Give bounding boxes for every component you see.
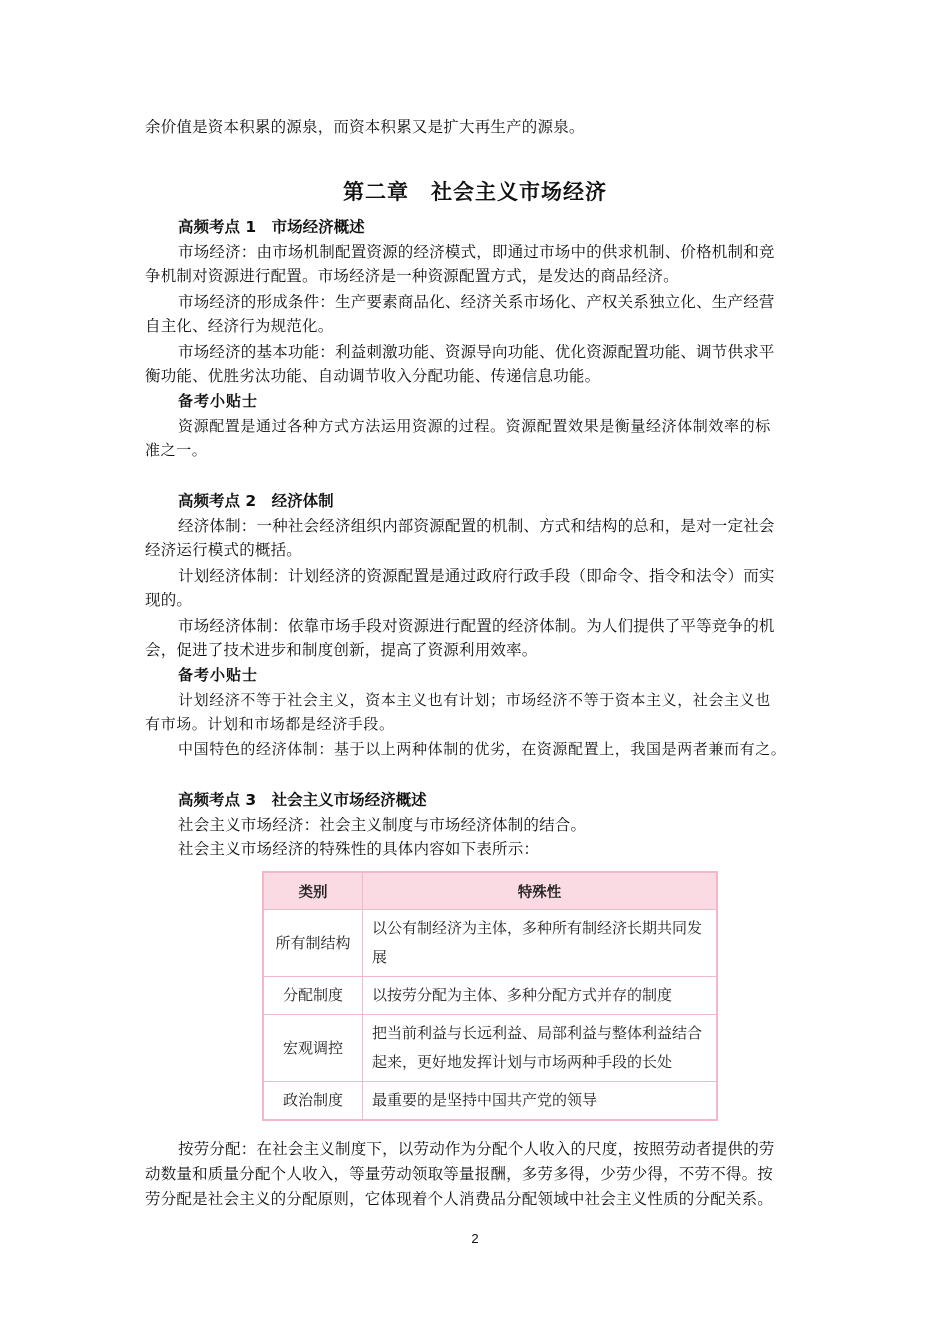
table-row — [263, 910, 717, 977]
table-cell-category: 政治制度 — [263, 1082, 363, 1121]
page-number: 2 — [471, 1231, 479, 1246]
table-cell-category: 宏观调控 — [263, 1015, 363, 1082]
paragraph-line: 经济运行模式的概括。 — [145, 541, 303, 559]
tip-line: 有市场。计划和市场都是经济手段。 — [145, 715, 395, 733]
table-row — [263, 1082, 717, 1121]
table-header-row — [263, 872, 717, 910]
table-row — [263, 977, 717, 1015]
column-header-specialty: 特殊性 — [363, 872, 718, 910]
tip-line: 计划经济不等于社会主义，资本主义也有计划；市场经济不等于资本主义，社会主义也 — [178, 691, 771, 709]
section-heading: 高频考点 3 社会主义市场经济概述 — [178, 791, 427, 809]
paragraph-line: 争机制对资源进行配置。市场经济是一种资源配置方式，是发达的商品经济。 — [145, 267, 679, 285]
tip-line: 中国特色的经济体制：基于以上两种体制的优劣，在资源配置上，我国是两者兼而有之。 — [178, 740, 787, 758]
paragraph-line: 市场经济体制：依靠市场手段对资源进行配置的经济体制。为人们提供了平等竞争的机 — [178, 617, 775, 635]
paragraph-line: 市场经济的形成条件：生产要素商品化、经济关系市场化、产权关系独立化、生产经营 — [178, 293, 775, 311]
paragraph-line: 市场经济的基本功能：利益刺激功能、资源导向功能、优化资源配置功能、调节供求平 — [178, 343, 775, 361]
paragraph-line: 动数量和质量分配个人收入，等量劳动领取等量报酬，多劳多得，少劳少得，不劳不得。按 — [145, 1165, 774, 1183]
table-row — [263, 1015, 717, 1082]
paragraph-line: 市场经济：由市场机制配置资源的经济模式，即通过市场中的供求机制、价格机制和竞 — [178, 243, 775, 261]
paragraph-line: 现的。 — [145, 591, 193, 609]
table-cell-category: 分配制度 — [263, 977, 363, 1015]
table-cell-content: 把当前利益与长远利益、局部利益与整体利益结合起来，更好地发挥计划与市场两种手段的长处 — [363, 1015, 718, 1082]
table-cell-content: 最重要的是坚持中国共产党的领导 — [363, 1082, 718, 1121]
section-heading: 高频考点 1 市场经济概述 — [178, 218, 365, 236]
chapter-title: 第二章 社会主义市场经济 — [343, 180, 607, 204]
tip-line: 资源配置是通过各种方式方法运用资源的过程。资源配置效果是衡量经济体制效率的标 — [178, 417, 771, 435]
paragraph-line: 社会主义市场经济：社会主义制度与市场经济体制的结合。 — [178, 816, 587, 834]
paragraph-line: 劳分配是社会主义的分配原则，它体现着个人消费品分配领域中社会主义性质的分配关系。 — [145, 1190, 774, 1208]
paragraph-line: 会，促进了技术进步和制度创新，提高了资源利用效率。 — [145, 641, 538, 659]
paragraph-line: 经济体制：一种社会经济组织内部资源配置的机制、方式和结构的总和，是对一定社会 — [178, 517, 775, 535]
paragraph-line: 社会主义市场经济的特殊性的具体内容如下表所示： — [178, 840, 540, 858]
paragraph-line: 自主化、经济行为规范化。 — [145, 317, 334, 335]
table-cell-category: 所有制结构 — [263, 910, 363, 977]
paragraph-line: 按劳分配：在社会主义制度下，以劳动作为分配个人收入的尺度，按照劳动者提供的劳 — [178, 1140, 775, 1158]
intro-paragraph: 余价值是资本积累的源泉，而资本积累又是扩大再生产的源泉。 — [145, 118, 585, 136]
specialty-table — [262, 871, 718, 1121]
table-cell-content: 以公有制经济为主体，多种所有制经济长期共同发展 — [363, 910, 718, 977]
paragraph-line: 衡功能、优胜劣汰功能、自动调节收入分配功能、传递信息功能。 — [145, 367, 601, 385]
tip-title: 备考小贴士 — [178, 666, 259, 684]
table-cell-content: 以按劳分配为主体、多种分配方式并存的制度 — [363, 977, 718, 1015]
paragraph-line: 计划经济体制：计划经济的资源配置是通过政府行政手段（即命令、指令和法令）而实 — [178, 567, 775, 585]
column-header-category: 类别 — [263, 872, 363, 910]
tip-title: 备考小贴士 — [178, 392, 259, 410]
tip-line: 准之一。 — [145, 441, 208, 459]
section-heading: 高频考点 2 经济体制 — [178, 492, 334, 510]
